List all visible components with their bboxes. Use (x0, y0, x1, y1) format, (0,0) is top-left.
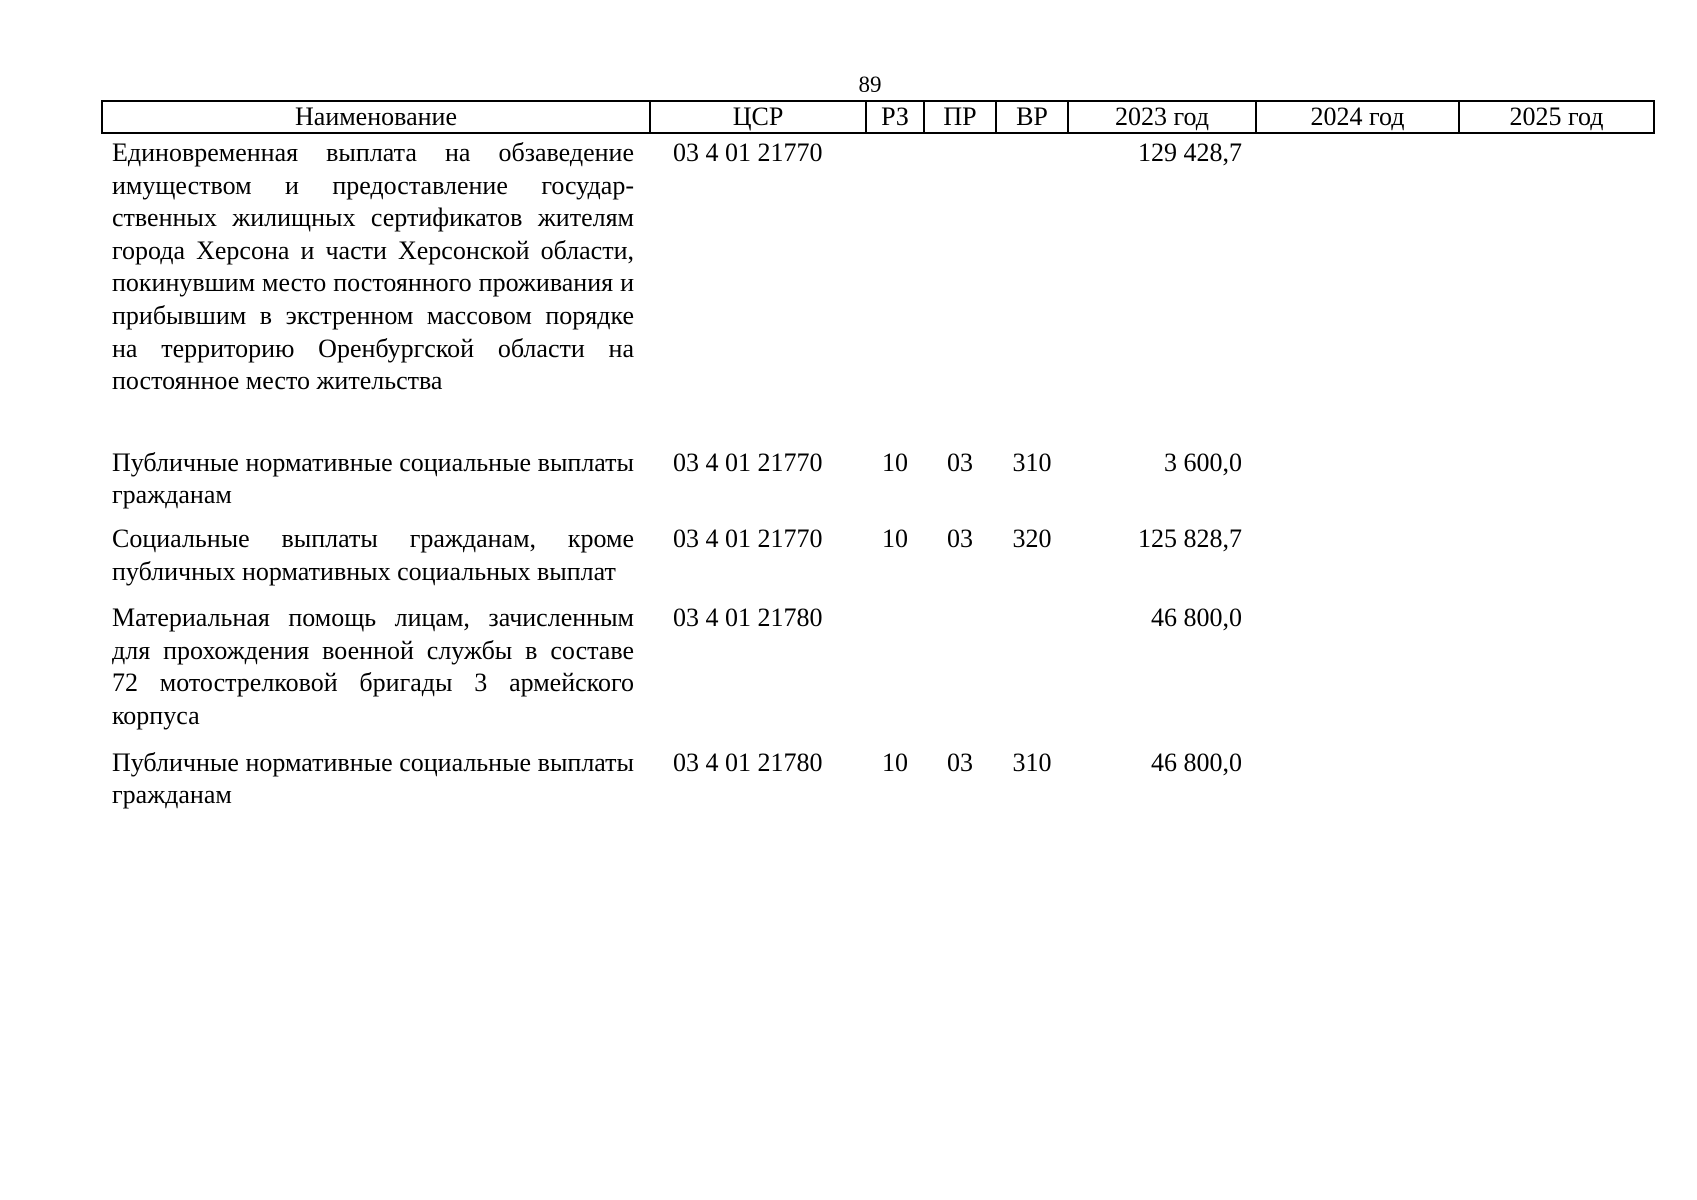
cell-2024 (1256, 133, 1459, 447)
header-pr: ПР (924, 101, 996, 133)
table-body (102, 133, 1654, 812)
cell-2023: 129 428,7 (1138, 138, 1242, 167)
cell-rz: 10 (882, 747, 908, 777)
cell-rz: 10 (882, 523, 908, 553)
header-2025: 2025 год (1459, 101, 1654, 133)
cell-name: Единовременная выплата на обзаведение имуществом и предоставление государственных жилищных сертификатов жителям города Херсона и части Херсонской области, покинувшим место постоянного проживания и прибывшим в экстренном массовом порядке на территорию Оренбургской области на постоянное место жительства (112, 138, 634, 396)
cell-pr (924, 602, 996, 746)
cell-2023: 3 600,0 (1164, 447, 1242, 477)
cell-csr: 03 4 01 21780 (673, 747, 823, 777)
cell-name: Публичные нормативные социальные выплаты гражданам (112, 447, 634, 510)
cell-pr: 03 (947, 747, 973, 777)
cell-csr: 03 4 01 21770 (673, 447, 823, 477)
cell-rz: 10 (882, 447, 908, 477)
table-row (102, 447, 1654, 523)
header-row (102, 101, 1654, 133)
cell-2025 (1459, 523, 1654, 602)
cell-2025 (1459, 747, 1654, 812)
cell-vr: 320 (1012, 523, 1052, 553)
header-name: Наименование (102, 101, 650, 133)
cell-2023: 46 800,0 (1151, 603, 1242, 633)
cell-vr (996, 133, 1068, 447)
cell-2025 (1459, 602, 1654, 746)
header-rz: РЗ (866, 101, 924, 133)
cell-2025 (1459, 447, 1654, 523)
cell-csr: 03 4 01 21770 (673, 523, 823, 553)
page-number: 89 (858, 72, 882, 97)
cell-vr: 310 (1012, 447, 1052, 477)
cell-pr: 03 (947, 447, 973, 477)
cell-name: Материальная помощь лицам, зачисленным для прохождения военной службы в составе 72 мотострелковой бригады 3 армейского корпуса (112, 603, 634, 730)
cell-2024 (1256, 602, 1459, 746)
cell-vr: 310 (1012, 747, 1052, 777)
header-2023: 2023 год (1068, 101, 1256, 133)
cell-csr: 03 4 01 21780 (673, 603, 823, 633)
cell-2024 (1256, 523, 1459, 602)
cell-pr: 03 (947, 523, 973, 553)
table-row (102, 602, 1654, 746)
cell-rz (866, 602, 924, 746)
table-row (102, 523, 1654, 602)
cell-rz (866, 133, 924, 447)
cell-pr (924, 133, 996, 447)
header-csr: ЦСР (650, 101, 866, 133)
budget-table (101, 100, 1655, 812)
cell-name: Социальные выплаты гражданам, кроме публичных нормативных социальных выплат (112, 523, 634, 586)
table-row (102, 747, 1654, 812)
header-vr: ВР (996, 101, 1068, 133)
cell-2023: 125 828,7 (1138, 523, 1242, 553)
cell-2024 (1256, 747, 1459, 812)
table-header (102, 101, 1654, 133)
cell-2024 (1256, 447, 1459, 523)
cell-2023: 46 800,0 (1151, 747, 1242, 777)
cell-vr (996, 602, 1068, 746)
cell-name: Публичные нормативные социальные выплаты гражданам (112, 747, 634, 810)
cell-csr: 03 4 01 21770 (673, 138, 823, 167)
cell-2025 (1459, 133, 1654, 447)
header-2024: 2024 год (1256, 101, 1459, 133)
table-row (102, 133, 1654, 447)
